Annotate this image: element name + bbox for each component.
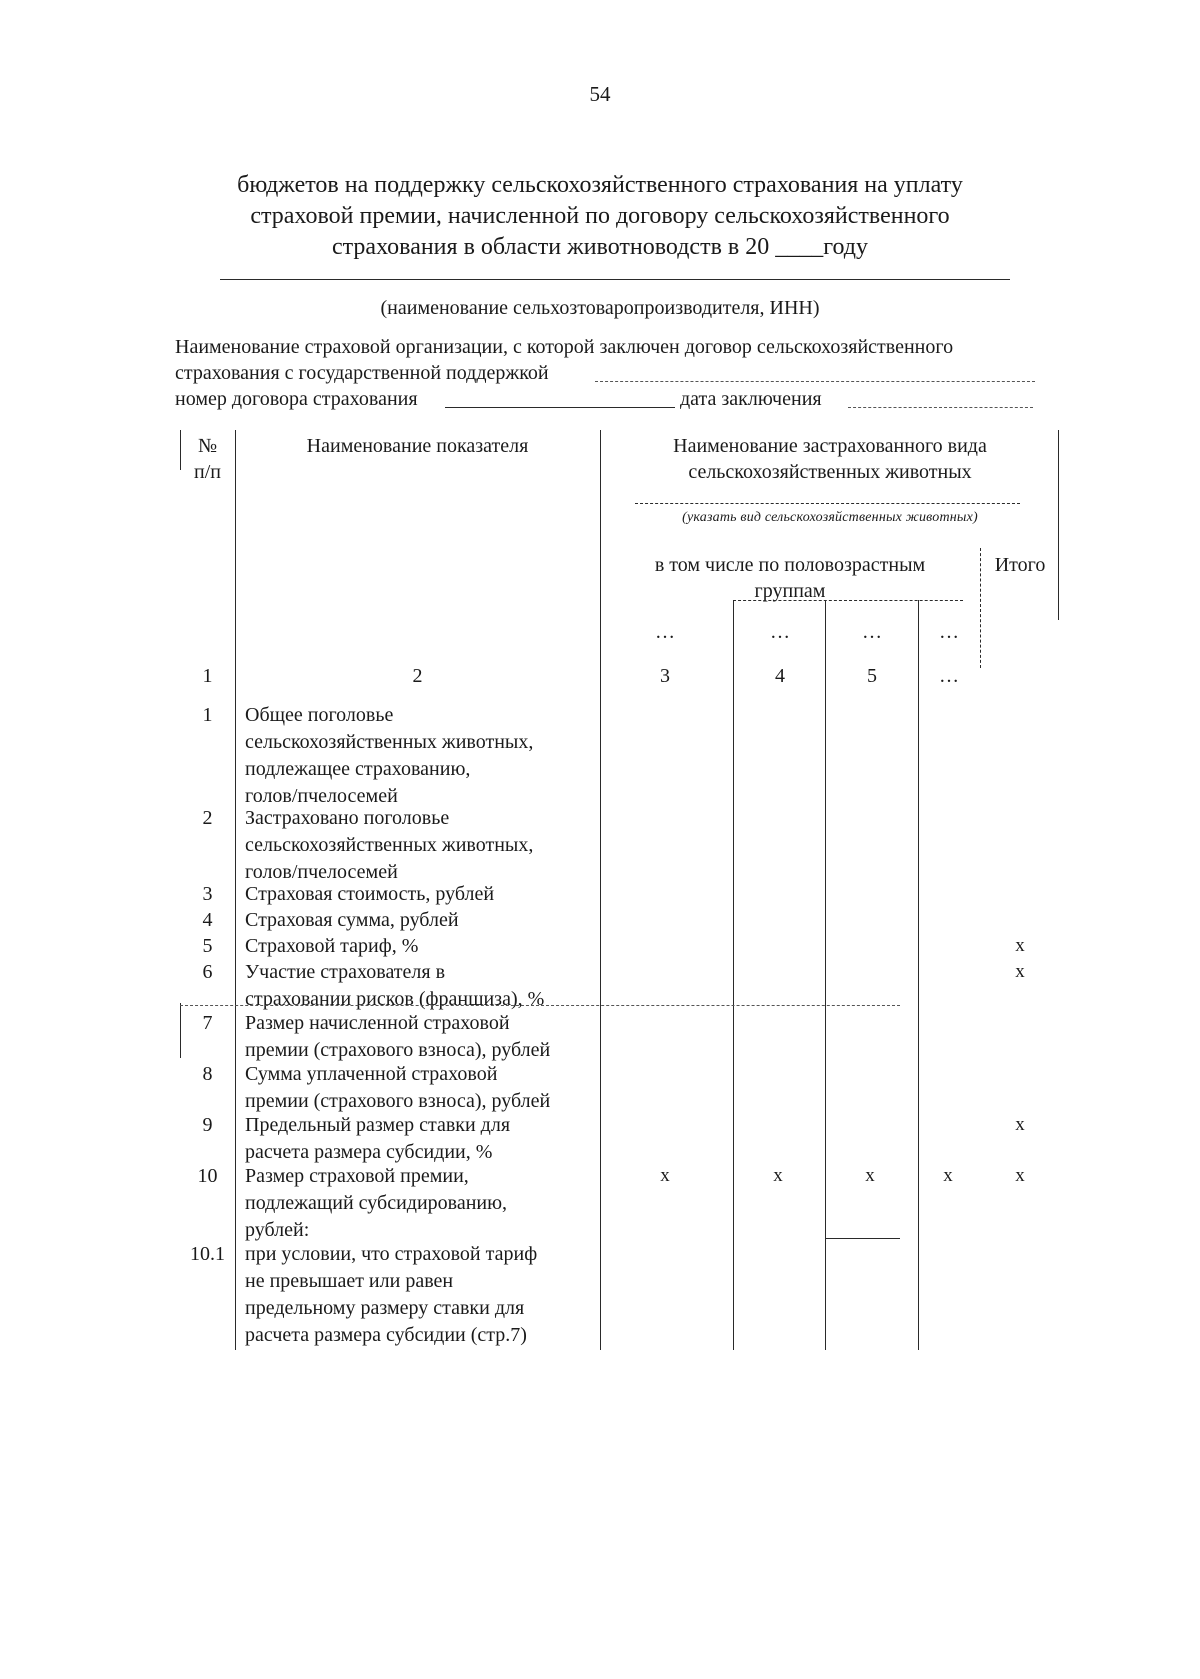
insurer-line-2: страхования с государственной поддержкой — [175, 362, 549, 384]
row-1-label: Общее поголовье сельскохозяйственных животных, подлежащее страхованию, голов/пчелосемей — [245, 704, 534, 807]
row-10-mark-col5: х — [865, 1165, 875, 1186]
row-7-label: Размер начисленной страховой премии (страхового взноса), рублей — [245, 1012, 551, 1061]
header-num-col: № п/п — [194, 435, 221, 483]
insurer-name-blank — [595, 381, 1035, 382]
row-4-number: 4 — [202, 909, 213, 931]
header-name-col: Наименование показателя — [306, 435, 529, 457]
row-7-number: 7 — [202, 1012, 213, 1034]
table-col-divider-6 — [980, 548, 981, 668]
row-10-1-number: 10.1 — [190, 1243, 225, 1265]
row-10-divider — [825, 1238, 900, 1239]
title-line-2: страховой премии, начисленной по договору сельскохозяйственного — [250, 203, 950, 229]
animal-kind-blank — [635, 503, 1020, 504]
contract-date-label: дата заключения — [680, 388, 822, 410]
row-10-mark-col6: х — [943, 1165, 953, 1186]
subheader-dots-4: … — [939, 621, 959, 643]
animal-kind-hint: (указать вид сельскохозяйственных животных) — [682, 510, 978, 525]
producer-caption: (наименование сельхозтоваропроизводителя, ИНН) — [380, 297, 820, 319]
row-2-label: Застраховано поголовье сельскохозяйственных животных, голов/пчелосемей — [245, 807, 534, 883]
header-age-groups: в том числе по половозрастным группам — [654, 554, 926, 602]
row-3-number: 3 — [202, 883, 213, 905]
row-3-label: Страховая стоимость, рублей — [245, 883, 495, 905]
subheader-dots-3: … — [862, 621, 882, 643]
row-10-number: 10 — [197, 1165, 218, 1187]
row-2-number: 2 — [202, 807, 213, 829]
insurer-line-1: Наименование страховой организации, с которой заключен договор сельскохозяйственного — [175, 336, 954, 358]
row-10-mark-total: х — [1015, 1165, 1025, 1186]
table-col-divider-3 — [733, 600, 734, 1350]
row-10-1-label: при условии, что страховой тариф не превышает или равен предельному размеру ставки для расчета размера субсидии (стр.7) — [245, 1243, 538, 1346]
subheader-dots-1: … — [655, 621, 675, 643]
row-10-mark-col3: х — [660, 1165, 670, 1186]
row-10-label: Размер страховой премии, подлежащий субсидированию, рублей: — [245, 1165, 508, 1241]
column-number-3: 3 — [660, 665, 670, 687]
row-5-number: 5 — [202, 935, 213, 957]
column-number-4: 4 — [775, 665, 785, 687]
column-number-2: 2 — [412, 665, 423, 687]
row-6-label: Участие страхователя в страховании рисков (франшиза), % — [245, 961, 545, 1010]
subheader-dots-2: … — [770, 621, 790, 643]
row-9-number: 9 — [202, 1114, 213, 1136]
table-col-divider-5 — [918, 600, 919, 1350]
contract-number-label: номер договора страхования — [175, 388, 418, 410]
title-line-1: бюджетов на поддержку сельскохозяйственного страхования на уплату — [237, 172, 963, 198]
header-total: Итого — [994, 554, 1046, 576]
column-number-1: 1 — [202, 665, 213, 687]
row-6-number: 6 — [202, 961, 213, 983]
header-animal-col: Наименование застрахованного вида сельскохозяйственных животных — [673, 435, 987, 483]
table-border-right — [1058, 430, 1059, 620]
producer-underline — [220, 279, 1010, 280]
row-5-total-mark: х — [1015, 935, 1025, 956]
title-line-3: страхования в области животноводств в 20 ____году — [332, 234, 868, 260]
row-9-total-mark: х — [1015, 1114, 1025, 1135]
table-col-divider-1 — [235, 430, 236, 1350]
row-8-label: Сумма уплаченной страховой премии (страхового взноса), рублей — [245, 1063, 551, 1112]
row-8-number: 8 — [202, 1063, 213, 1085]
row-5-label: Страховой тариф, % — [245, 935, 419, 957]
row-6-divider — [180, 1005, 900, 1006]
contract-number-blank — [445, 407, 675, 408]
age-groups-divider — [733, 600, 963, 601]
table-col-divider-2 — [600, 430, 601, 1350]
contract-date-blank — [848, 407, 1033, 408]
column-number-5: 5 — [867, 665, 877, 687]
row-1-number: 1 — [202, 704, 213, 726]
row-6-total-mark: х — [1015, 961, 1025, 982]
row-10-mark-col4: х — [773, 1165, 783, 1186]
column-number-6: … — [939, 665, 959, 687]
page-number: 54 — [589, 82, 611, 106]
row-9-label: Предельный размер ставки для расчета размера субсидии, % — [245, 1114, 511, 1163]
row-4-label: Страховая сумма, рублей — [245, 909, 459, 931]
